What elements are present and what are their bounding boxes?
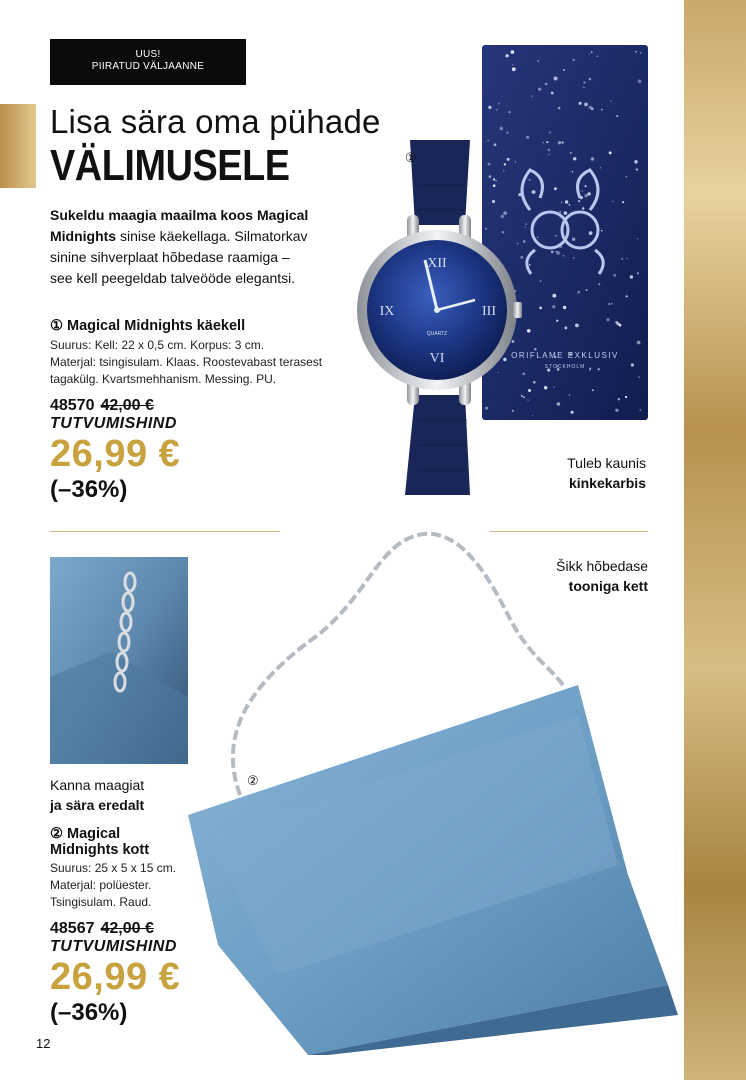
svg-text:VI: VI: [429, 351, 445, 366]
gold-side-strip: [684, 0, 746, 1080]
bag-product-title-line1: ② Magical: [50, 826, 121, 842]
gift-box-caption: [560, 453, 646, 493]
svg-text:XII: XII: [427, 256, 447, 271]
watch-product-title: ① Magical Midnights käekell: [50, 318, 246, 334]
watch-face-brand: QUARTZ: [426, 331, 448, 337]
gift-box-caption-line1: Tuleb kaunis: [567, 455, 646, 471]
wristwatch-image: [355, 140, 530, 500]
watch-old-price: 42,00 €: [100, 397, 154, 414]
watch-price: 26,99 €: [50, 433, 181, 475]
watch-number-marker: ①: [405, 150, 417, 165]
bag-detail-image: [50, 557, 188, 764]
badge-line-new: UUS!: [135, 49, 161, 60]
intro-paragraph: [50, 205, 320, 289]
carry-caption: [50, 775, 144, 815]
svg-text:III: III: [482, 304, 496, 319]
bag-detail-line: Tsingisulam. Raud.: [50, 895, 152, 909]
carry-caption-line2: ja sära eredalt: [50, 797, 145, 813]
watch-detail-line: tagakülg. Kvartsmehhanism. Messing. PU.: [50, 372, 277, 386]
bag-sku-row: [50, 920, 200, 938]
intro-text-3: see kell peegeldab talveööde elegantsi.: [50, 270, 296, 286]
headline-light: Lisa sära oma pühade: [50, 103, 381, 140]
bag-number-marker: ②: [247, 773, 259, 788]
chain-caption-line2: tooniga kett: [568, 578, 648, 594]
watch-detail-line: Materjal: tsingisulam. Klaas. Roostevabast terasest: [50, 355, 323, 369]
watch-sku-row: [50, 397, 360, 415]
gift-box-caption-line2: kinkekarbis: [568, 475, 646, 491]
new-limited-edition-badge: [50, 39, 246, 85]
intro-text-1: sinise käekellaga. Silmatorkav: [116, 228, 308, 244]
watch-intro-label: TUTVUMISHIND: [50, 415, 177, 432]
bag-product-title-line2: Midnights kott: [50, 842, 150, 858]
watch-sku: 48570: [50, 397, 95, 414]
carry-caption-line1: Kanna maagiat: [50, 777, 145, 793]
bag-details: [50, 860, 200, 911]
headline-bold: VÄLIMUSELE: [50, 141, 290, 190]
bag-old-price: 42,00 €: [100, 920, 154, 937]
bag-sku: 48567: [50, 920, 95, 937]
watch-product-block: [50, 318, 360, 504]
bag-intro-label: TUTVUMISHIND: [50, 938, 177, 955]
bag-detail-line: Suurus: 25 x 5 x 15 cm.: [50, 861, 177, 875]
svg-text:IX: IX: [379, 304, 395, 319]
watch-details: [50, 337, 360, 388]
badge-line-limited: PIIRATUD VÄLJAANNE: [91, 61, 205, 72]
intro-bold-1: Sukeldu maagia maailma koos Magical: [50, 207, 309, 223]
gold-edge-tab: [0, 104, 36, 188]
watch-detail-line: Suurus: Kell: 22 x 0,5 cm. Korpus: 3 cm.: [50, 338, 265, 352]
box-city-text: STOCKHOLM: [544, 364, 586, 370]
chain-caption-line1: Šikk hõbedase: [556, 558, 648, 574]
bag-discount: (–36%): [50, 999, 128, 1026]
bag-product-block: [50, 826, 200, 1027]
bag-price: 26,99 €: [50, 956, 181, 998]
page-number: 12: [36, 1036, 51, 1051]
intro-bold-2: Midnights: [50, 228, 117, 244]
clutch-bag-image: [188, 515, 684, 1055]
bag-detail-line: Materjal: polüester.: [50, 878, 152, 892]
box-brand-text: ORIFLAME EXKLUSIV: [511, 351, 619, 360]
intro-text-2: sinine sihverplaat hõbedase raamiga –: [50, 249, 290, 265]
watch-discount: (–36%): [50, 476, 128, 503]
